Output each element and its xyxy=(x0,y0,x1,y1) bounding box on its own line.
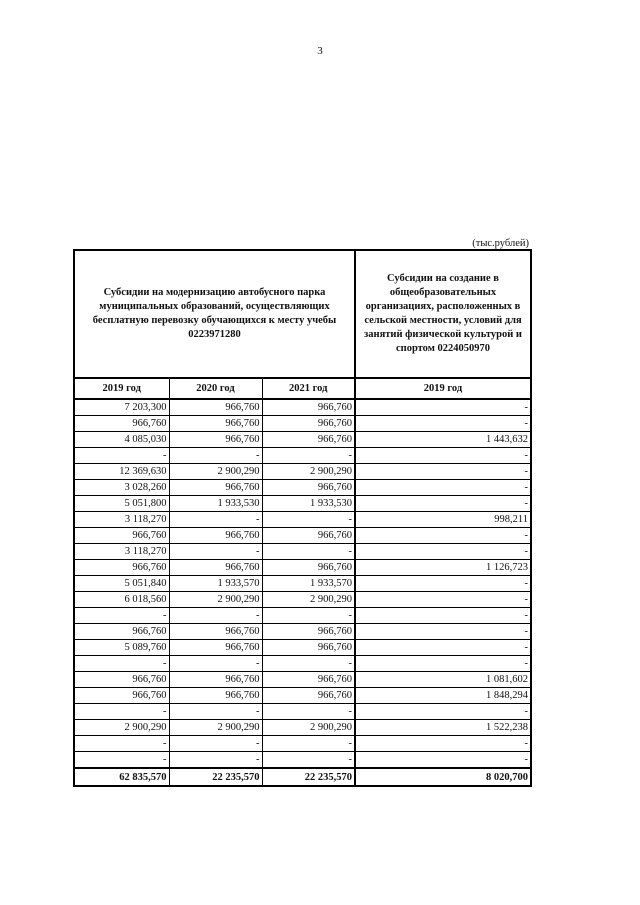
table-cell: 12 369,630 xyxy=(74,464,169,480)
table-cell: 2 900,290 xyxy=(169,464,262,480)
table-cell: 1 126,723 xyxy=(355,560,531,576)
table-cell: 966,760 xyxy=(262,688,355,704)
table-row xyxy=(74,720,531,736)
table-cell: 966,760 xyxy=(262,624,355,640)
table-cell: 966,760 xyxy=(169,480,262,496)
table-cell: 966,760 xyxy=(262,432,355,448)
table-cell: 966,760 xyxy=(262,560,355,576)
table-cell: - xyxy=(262,736,355,752)
table-cell: 2 900,290 xyxy=(169,592,262,608)
table-cell: 3 118,270 xyxy=(74,512,169,528)
table-cell: - xyxy=(74,656,169,672)
table-cell: 966,760 xyxy=(74,624,169,640)
table-cell: 1 848,294 xyxy=(355,688,531,704)
table-cell: - xyxy=(355,704,531,720)
table-cell: - xyxy=(262,544,355,560)
table-cell: 966,760 xyxy=(169,688,262,704)
subsidies-table xyxy=(73,249,532,787)
table-cell: 966,760 xyxy=(262,640,355,656)
table-cell: - xyxy=(169,736,262,752)
table-cell: - xyxy=(169,512,262,528)
table-cell: - xyxy=(169,448,262,464)
table-cell: - xyxy=(74,704,169,720)
table-cell: - xyxy=(169,608,262,624)
table-cell: - xyxy=(355,416,531,432)
table-cell: - xyxy=(74,608,169,624)
header-sport-subsidies: Субсидии на создание в общеобразовательных организациях, расположенных в сельской местности, условий для занятий физической культурой и спортом 0224050970 xyxy=(355,250,531,378)
table-cell: 1 443,632 xyxy=(355,432,531,448)
table-cell: 966,760 xyxy=(169,528,262,544)
table-cell: 966,760 xyxy=(262,480,355,496)
table-cell: 966,760 xyxy=(262,672,355,688)
header-bus-subsidies: Субсидии на модернизацию автобусного парка муниципальных образований, осуществляющих бесплатную перевозку обучающихся к месту учебы 0223971280 xyxy=(74,250,355,378)
table-row xyxy=(74,672,531,688)
table-cell: 966,760 xyxy=(74,560,169,576)
table-row xyxy=(74,399,531,416)
year-header: 2019 год xyxy=(74,378,169,399)
table-cell: 966,760 xyxy=(169,672,262,688)
table-cell: - xyxy=(355,736,531,752)
table-cell: 3 028,260 xyxy=(74,480,169,496)
table-cell: 1 522,238 xyxy=(355,720,531,736)
table-cell: - xyxy=(355,448,531,464)
total-cell: 62 835,570 xyxy=(74,768,169,786)
table-cell: 966,760 xyxy=(74,528,169,544)
table-cell: - xyxy=(262,512,355,528)
table-row xyxy=(74,592,531,608)
header-row xyxy=(74,250,531,378)
table-row xyxy=(74,608,531,624)
table-row xyxy=(74,752,531,769)
table-row xyxy=(74,544,531,560)
table-cell: - xyxy=(169,752,262,769)
table-cell: 7 203,300 xyxy=(74,399,169,416)
table-cell: - xyxy=(262,448,355,464)
table-cell: 2 900,290 xyxy=(169,720,262,736)
table-row xyxy=(74,736,531,752)
table-cell: 966,760 xyxy=(262,528,355,544)
table-row xyxy=(74,496,531,512)
table-cell: - xyxy=(169,544,262,560)
table-row xyxy=(74,480,531,496)
table-cell: - xyxy=(169,704,262,720)
table-cell: - xyxy=(355,496,531,512)
table-row xyxy=(74,448,531,464)
table-row xyxy=(74,416,531,432)
table-cell: - xyxy=(355,656,531,672)
table-cell: 966,760 xyxy=(74,416,169,432)
table-cell: 966,760 xyxy=(74,688,169,704)
table-cell: - xyxy=(355,480,531,496)
table-cell: - xyxy=(355,592,531,608)
table-cell: - xyxy=(262,656,355,672)
table-row xyxy=(74,512,531,528)
table-cell: 2 900,290 xyxy=(262,720,355,736)
table-cell: - xyxy=(355,528,531,544)
year-header: 2021 год xyxy=(262,378,355,399)
table-cell: - xyxy=(355,464,531,480)
table-cell: 966,760 xyxy=(74,672,169,688)
year-header: 2019 год xyxy=(355,378,531,399)
table-cell: 1 933,570 xyxy=(262,576,355,592)
table-cell: 1 933,530 xyxy=(262,496,355,512)
table-row xyxy=(74,640,531,656)
table-row xyxy=(74,688,531,704)
table-cell: - xyxy=(74,752,169,769)
table-row xyxy=(74,528,531,544)
table-cell: 966,760 xyxy=(169,640,262,656)
table-cell: - xyxy=(169,656,262,672)
table-cell: 3 118,270 xyxy=(74,544,169,560)
table-row xyxy=(74,464,531,480)
year-header-row xyxy=(74,378,531,399)
table-row xyxy=(74,560,531,576)
table-row xyxy=(74,576,531,592)
table-cell: 1 933,530 xyxy=(169,496,262,512)
table-cell: 966,760 xyxy=(262,416,355,432)
table-cell: - xyxy=(355,608,531,624)
table-cell: 966,760 xyxy=(262,399,355,416)
table-cell: 5 089,760 xyxy=(74,640,169,656)
table-cell: - xyxy=(262,608,355,624)
table-cell: 966,760 xyxy=(169,399,262,416)
total-cell: 22 235,570 xyxy=(262,768,355,786)
table-cell: - xyxy=(355,640,531,656)
units-label: (тыс.рублей) xyxy=(472,238,529,249)
table-cell: - xyxy=(262,704,355,720)
table-cell: 1 933,570 xyxy=(169,576,262,592)
table-cell: - xyxy=(74,448,169,464)
table-cell: 6 018,560 xyxy=(74,592,169,608)
total-cell: 8 020,700 xyxy=(355,768,531,786)
table-cell: - xyxy=(355,399,531,416)
totals-row xyxy=(74,768,531,786)
table-cell: 2 900,290 xyxy=(262,464,355,480)
table-cell: - xyxy=(355,624,531,640)
table-cell: 4 085,030 xyxy=(74,432,169,448)
table-row xyxy=(74,624,531,640)
table-cell: - xyxy=(74,736,169,752)
year-header: 2020 год xyxy=(169,378,262,399)
table-cell: 966,760 xyxy=(169,416,262,432)
table-cell: - xyxy=(355,752,531,769)
table-cell: 966,760 xyxy=(169,560,262,576)
table-cell: 966,760 xyxy=(169,624,262,640)
table-cell: - xyxy=(355,576,531,592)
table-row xyxy=(74,704,531,720)
table-cell: 966,760 xyxy=(169,432,262,448)
total-cell: 22 235,570 xyxy=(169,768,262,786)
table-cell: 5 051,840 xyxy=(74,576,169,592)
table-cell: 2 900,290 xyxy=(262,592,355,608)
table-row xyxy=(74,656,531,672)
table-cell: 2 900,290 xyxy=(74,720,169,736)
table-cell: 5 051,800 xyxy=(74,496,169,512)
table-cell: - xyxy=(262,752,355,769)
table-cell: 1 081,602 xyxy=(355,672,531,688)
table-cell: - xyxy=(355,544,531,560)
page-number: 3 xyxy=(317,45,323,57)
table-cell: 998,211 xyxy=(355,512,531,528)
table-row xyxy=(74,432,531,448)
